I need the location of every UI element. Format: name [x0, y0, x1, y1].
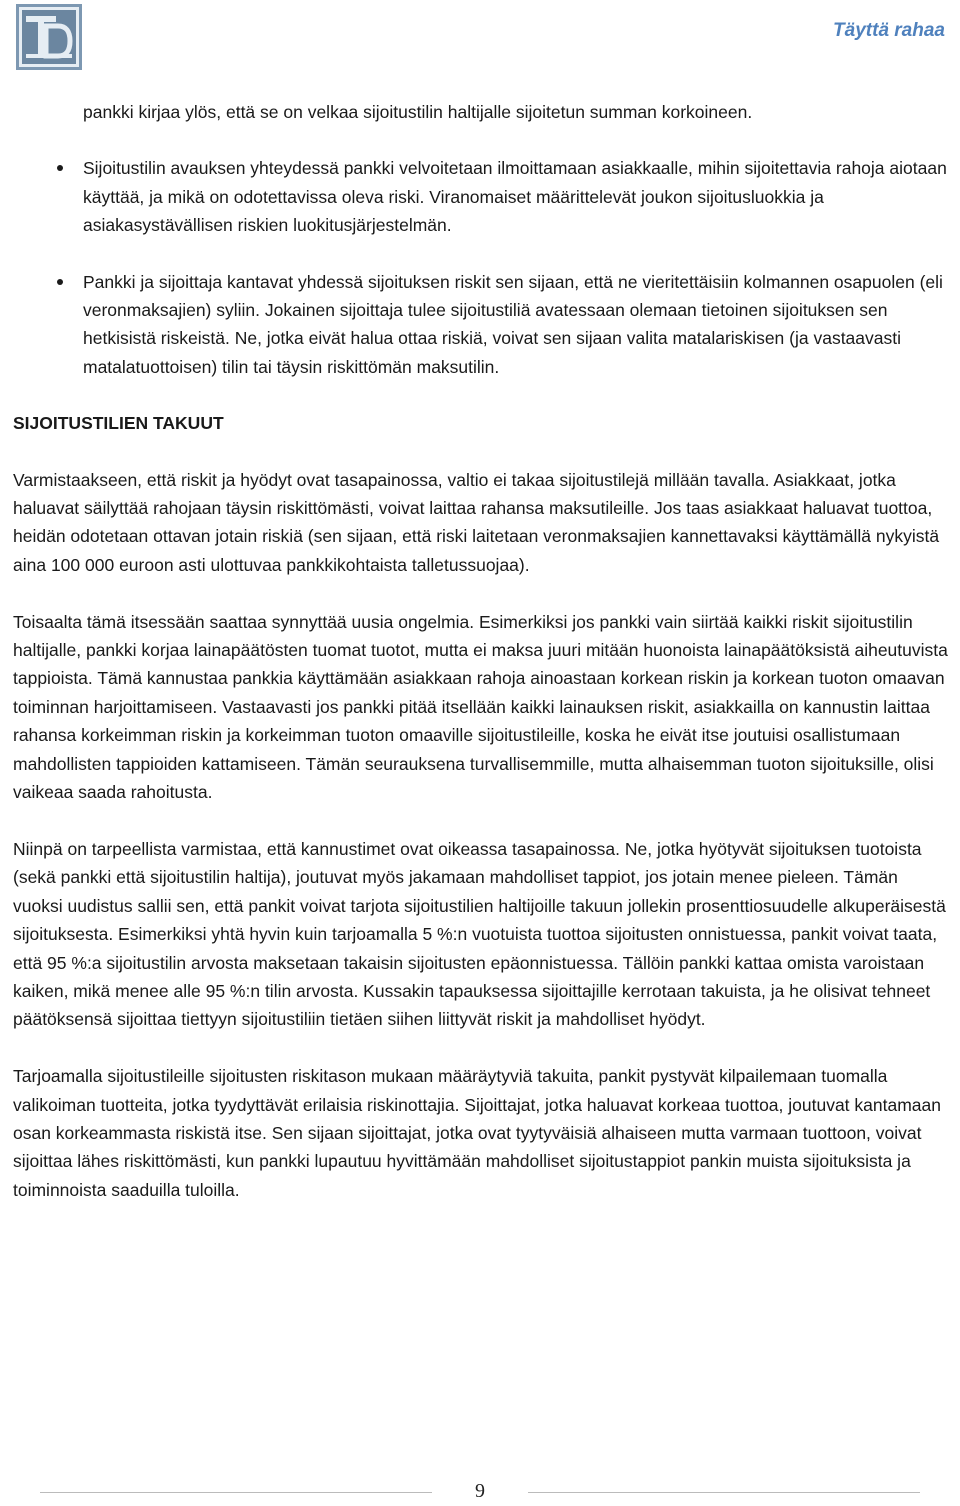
- paragraph: Tarjoamalla sijoitustileille sijoitusten riskitason mukaan määräytyviä takuita, pankit pystyvät kilpailemaan tuomalla valikoiman tuotteita, jotka tyydyttävät erilaisia riskinottajia. Sijoittajat, jotka haluavat korkeaa tuottoa, joutuvat kantamaan osan korkeammasta riskistä itse. Sen sijaan sijoittajat, jotka ovat tyytyväisiä alhaiseen mutta varmaan tuottoon, voivat sijoittaa lähes riskittömästi, kun pankki lupautuu hyvittämään mahdolliset sijoitustappiot pankin muista sijoituksista ja toiminnoista saaduilla tuloilla.: [13, 1066, 941, 1200]
- bullet-item: [13, 268, 948, 382]
- paragraph: Toisaalta tämä itsessään saattaa synnyttää uusia ongelmia. Esimerkiksi jos pankki vain siirtää kaikki riskit sijoitustilin haltijalle, pankki korjaa lainapäätösten tuomat tuotot, mutta ei maksa juuri mitään huonoista lainapäätöksistä aiheutuvista tappioista. Tämä kannustaa pankkia käyttämään asiakkaan rahoja ainoastaan korkean riskin ja korkean tuoton omaavan toiminnan harjoittamiseen. Vastaavasti jos pankki pitää itsellään kaikki lainauksen riskit, asiakkailla on kannustin laittaa rahansa korkeimman riskin ja korkeimman tuoton omaaville sijoitustileille, koska he eivät itse joutuisi osallistumaan mahdollisten tappioiden kattamiseen. Tämän seurauksena turvallisemmille, mutta alhaisemman tuoton sijoituksille, olisi vaikeaa saada rahoitusta.: [13, 611, 948, 803]
- page-number: 9: [475, 1480, 485, 1502]
- paragraph: Niinpä on tarpeellista varmistaa, että kannustimet ovat oikeassa tasapainossa. Ne, jotka hyötyvät sijoituksen tuotoista (sekä pankki että sijoitustilin haltija), joutuvat myös jakamaan mahdolliset tappiot, jos jotain menee pieleen. Tämän vuoksi uudistus sallii sen, että pankit voivat tarjota sijoitustilien haltijoille takuun jollekin prosenttiosuudelle alkuperäisestä sijoituksesta. Esimerkiksi yhtä hyvin kuin tarjoamalla 5 %:n vuotuista tuottoa sijoitusten onnistuessa, pankit voivat taata, että 95 %:a sijoitustilin arvosta maksetaan takaisin sijoitusten epäonnistuessa. Tällöin pankki kattaa omista varoistaan kaiken, mikä menee alle 95 %:n tilin arvosta. Kussakin tapauksessa sijoittajille kerrotaan takuista, ja he olisivat tehneet päätöksensä sijoittaa tiettyyn sijoitustiliin tietäen siihen liittyvät riskit ja mahdolliset hyödyt.: [13, 838, 946, 1030]
- bullet-text: Pankki ja sijoittaja kantavat yhdessä sijoituksen riskit sen sijaan, että ne vieritettäisiin kolmannen osapuolen (eli veronmaksajien) syliin. Jokainen sijoittaja tulee sijoitustiliä avatessaan olemaan tietoinen sijoituksen sen hetkisistä riskeistä. Ne, jotka eivät halua ottaa riskiä, voivat sen sijaan valita matalariskisen (ja vastaavasti matalatuottoisen) tilin tai täysin riskittömän maksutilin.: [83, 271, 943, 377]
- paragraph: Varmistaakseen, että riskit ja hyödyt ovat tasapainossa, valtio ei takaa sijoitustilejä millään tavalla. Asiakkaat, jotka haluavat säilyttää rahojaan täysin riskittömästi, voivat laittaa rahansa maksutileille. Jos taas asiakkaat haluavat tuottoa, heidän odotetaan ottavan jotain riskiä (sen sijaan, että riski laitetaan veronmaksajien kannettavaksi käyttämällä nykyistä aina 100 000 euroon asti ulottuvaa pankkikohtaista talletussuojaa).: [13, 469, 940, 575]
- section-heading: SIJOITUSTILIEN TAKUUT: [13, 413, 224, 434]
- document-body: [13, 98, 948, 1233]
- bullet-item: [13, 154, 948, 239]
- bullet-dot-icon: [57, 165, 63, 171]
- bullet-text: Sijoitustilin avauksen yhteydessä pankki velvoitetaan ilmoittamaan asiakkaalle, mihin sijoitettavia rahoja aiotaan käyttää, ja mikä on odotettavissa oleva riski. Viranomaiset määrittelevät joukon sijoitusluokkia ja asiakasystävällisen riskien luokitusjärjestelmän.: [83, 158, 947, 236]
- bullet-list: [13, 154, 948, 381]
- td-logo: [16, 4, 82, 70]
- intro-continuation: pankki kirjaa ylös, että se on velkaa sijoitustilin haltijalle sijoitetun summan korkoineen.: [83, 102, 753, 122]
- bullet-dot-icon: [57, 279, 63, 285]
- header-title: Täyttä rahaa: [833, 20, 945, 41]
